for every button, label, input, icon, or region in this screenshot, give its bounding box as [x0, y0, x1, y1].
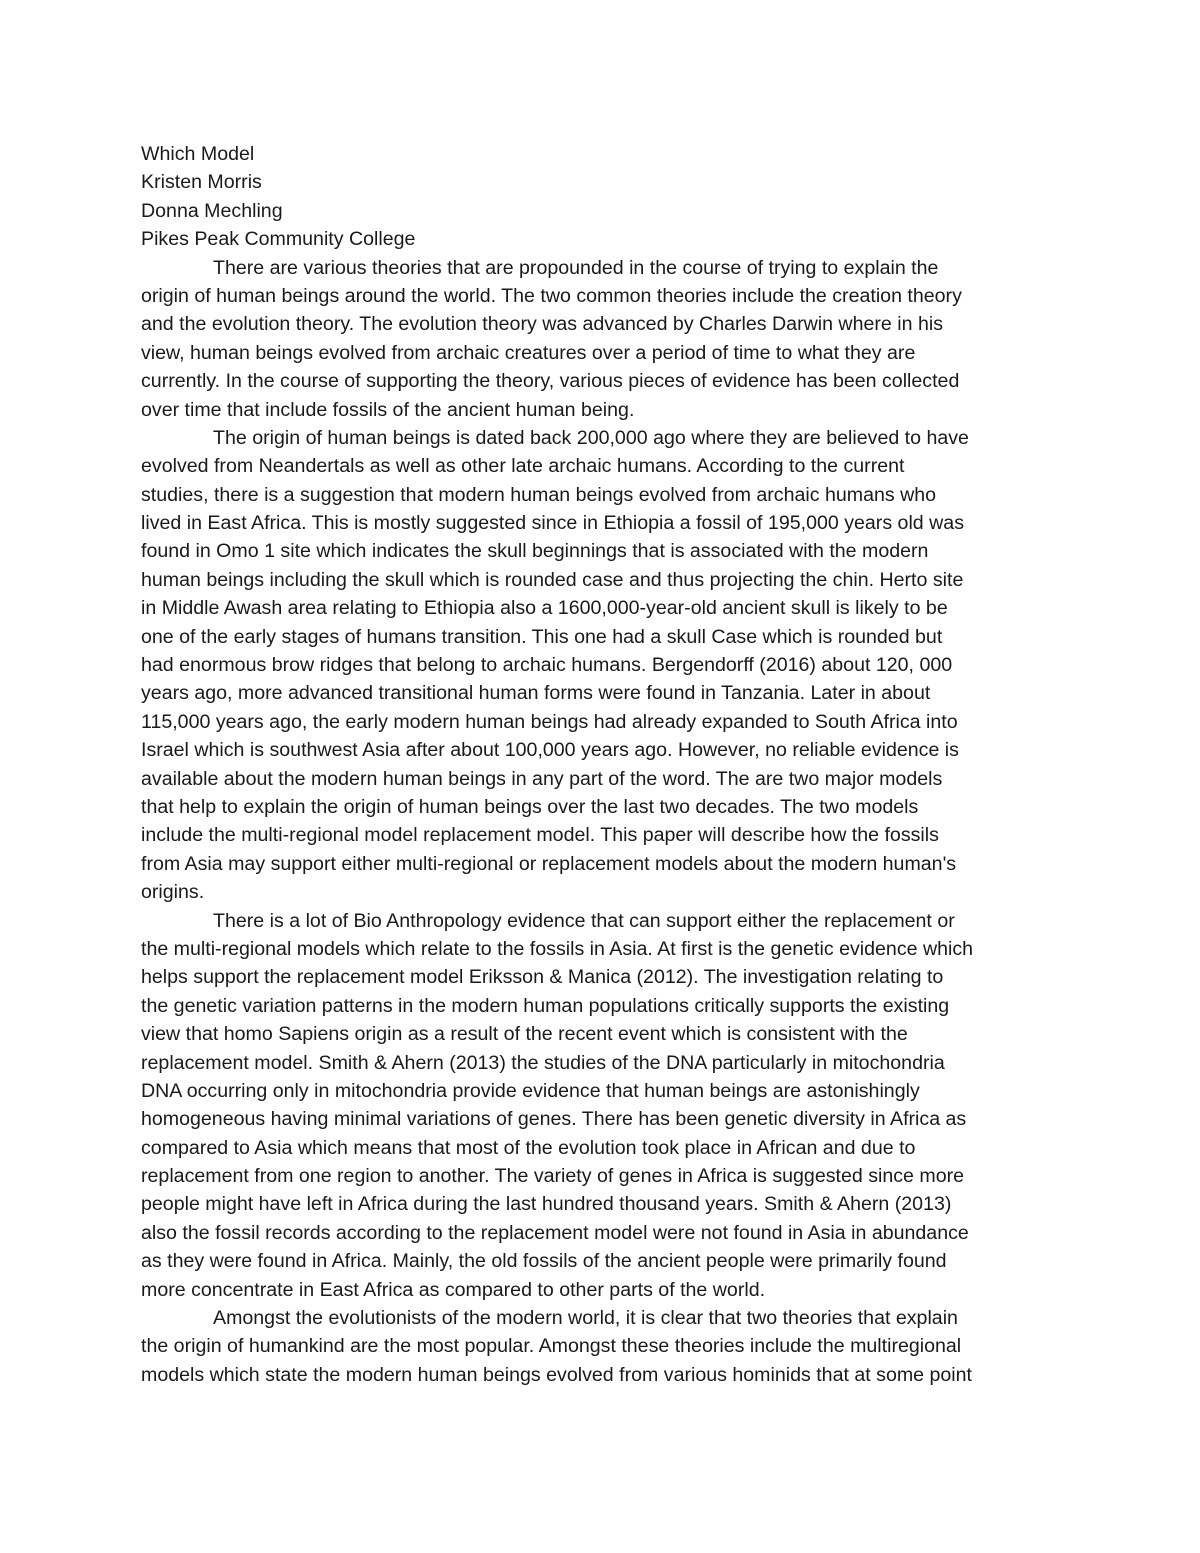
paragraph-3-line: as they were found in Africa. Mainly, the old fossils of the ancient people were primarily found [141, 1250, 947, 1273]
paragraph-2-line: human beings including the skull which is rounded case and thus projecting the chin. Herto site [141, 568, 964, 591]
paragraph-2-line: origins. [141, 881, 205, 904]
paragraph-2-line: found in Omo 1 site which indicates the skull beginnings that is associated with the modern [141, 540, 929, 563]
paragraph-1-line: view, human beings evolved from archaic creatures over a period of time to what they are [141, 341, 916, 364]
paragraph-3-line: also the fossil records according to the replacement model were not found in Asia in abundance [141, 1221, 969, 1244]
institution-name: Pikes Peak Community College [141, 228, 416, 251]
paragraph-3-line: homogeneous having minimal variations of genes. There has been genetic diversity in Africa as [141, 1108, 967, 1131]
document-body [141, 140, 1066, 1389]
paragraph-2-line: years ago, more advanced transitional human forms were found in Tanzania. Later in about [141, 682, 931, 705]
paragraph-4-line: Amongst the evolutionists of the modern world, it is clear that two theories that explain [213, 1307, 958, 1330]
paragraph-3-line: replacement from one region to another. The variety of genes in Africa is suggested since more [141, 1165, 965, 1188]
paragraph-2-line: one of the early stages of humans transition. This one had a skull Case which is rounded but [141, 625, 943, 648]
paragraph-3-line: helps support the replacement model Eriksson & Manica (2012). The investigation relating to [141, 966, 944, 989]
paragraph-2-line: in Middle Awash area relating to Ethiopia also a 1600,000-year-old ancient skull is likely to be [141, 597, 948, 620]
paragraph-1-line: There are various theories that are propounded in the course of trying to explain the [213, 256, 939, 279]
paragraph-2-line: Israel which is southwest Asia after about 100,000 years ago. However, no reliable evidence is [141, 739, 959, 762]
paragraph-3-line: more concentrate in East Africa as compared to other parts of the world. [141, 1278, 766, 1301]
paragraph-1-line: currently. In the course of supporting the theory, various pieces of evidence has been collected [141, 370, 960, 393]
paragraph-2-line: studies, there is a suggestion that modern human beings evolved from archaic humans who [141, 483, 937, 506]
paragraph-4-line: the origin of humankind are the most popular. Amongst these theories include the multiregional [141, 1335, 962, 1358]
paper-title: Which Model [141, 143, 255, 165]
paragraph-2-line: from Asia may support either multi-regional or replacement models about the modern human's [141, 852, 957, 875]
paragraph-1-line: origin of human beings around the world. The two common theories include the creation theory [141, 284, 962, 307]
paragraph-3-line: view that homo Sapiens origin as a result of the recent event which is consistent with the [141, 1023, 908, 1046]
paragraph-2-line: available about the modern human beings in any part of the word. The are two major models [141, 767, 943, 790]
paragraph-3-line: There is a lot of Bio Anthropology evidence that can support either the replacement or [213, 909, 955, 932]
author-name: Kristen Morris [141, 171, 262, 194]
paragraph-3-line: replacement model. Smith & Ahern (2013) the studies of the DNA particularly in mitochondria [141, 1051, 945, 1074]
paragraph-3-line: the genetic variation patterns in the modern human populations critically supports the existing [141, 994, 950, 1017]
paragraph-3-line: DNA occurring only in mitochondria provide evidence that human beings are astonishingly [141, 1079, 920, 1102]
paragraph-3-line: compared to Asia which means that most of the evolution took place in African and due to [141, 1136, 916, 1159]
paragraph-1-line: over time that include fossils of the ancient human being. [141, 398, 635, 421]
paragraph-3-line: the multi-regional models which relate to the fossils in Asia. At first is the genetic evidence which [141, 937, 974, 960]
paragraph-2-line: that help to explain the origin of human beings over the last two decades. The two models [141, 795, 919, 818]
paragraph-2-line: had enormous brow ridges that belong to archaic humans. Bergendorff (2016) about 120, 000 [141, 654, 953, 677]
paragraph-2-line: evolved from Neandertals as well as other late archaic humans. According to the current [141, 455, 905, 478]
instructor-name: Donna Mechling [141, 199, 283, 222]
paragraph-1-line: and the evolution theory. The evolution theory was advanced by Charles Darwin where in his [141, 313, 943, 336]
paragraph-3-line: people might have left in Africa during the last hundred thousand years. Smith & Ahern (2013) [141, 1193, 952, 1216]
paragraph-2-line: The origin of human beings is dated back 200,000 ago where they are believed to have [213, 426, 969, 449]
paragraph-4-line: models which state the modern human beings evolved from various hominids that at some point [141, 1363, 972, 1386]
paragraph-2-line: lived in East Africa. This is mostly suggested since in Ethiopia a fossil of 195,000 years old was [141, 512, 964, 535]
paragraph-2-line: 115,000 years ago, the early modern human beings had already expanded to South Africa into [141, 710, 958, 733]
paragraph-2-line: include the multi-regional model replacement model. This paper will describe how the fossils [141, 824, 939, 847]
